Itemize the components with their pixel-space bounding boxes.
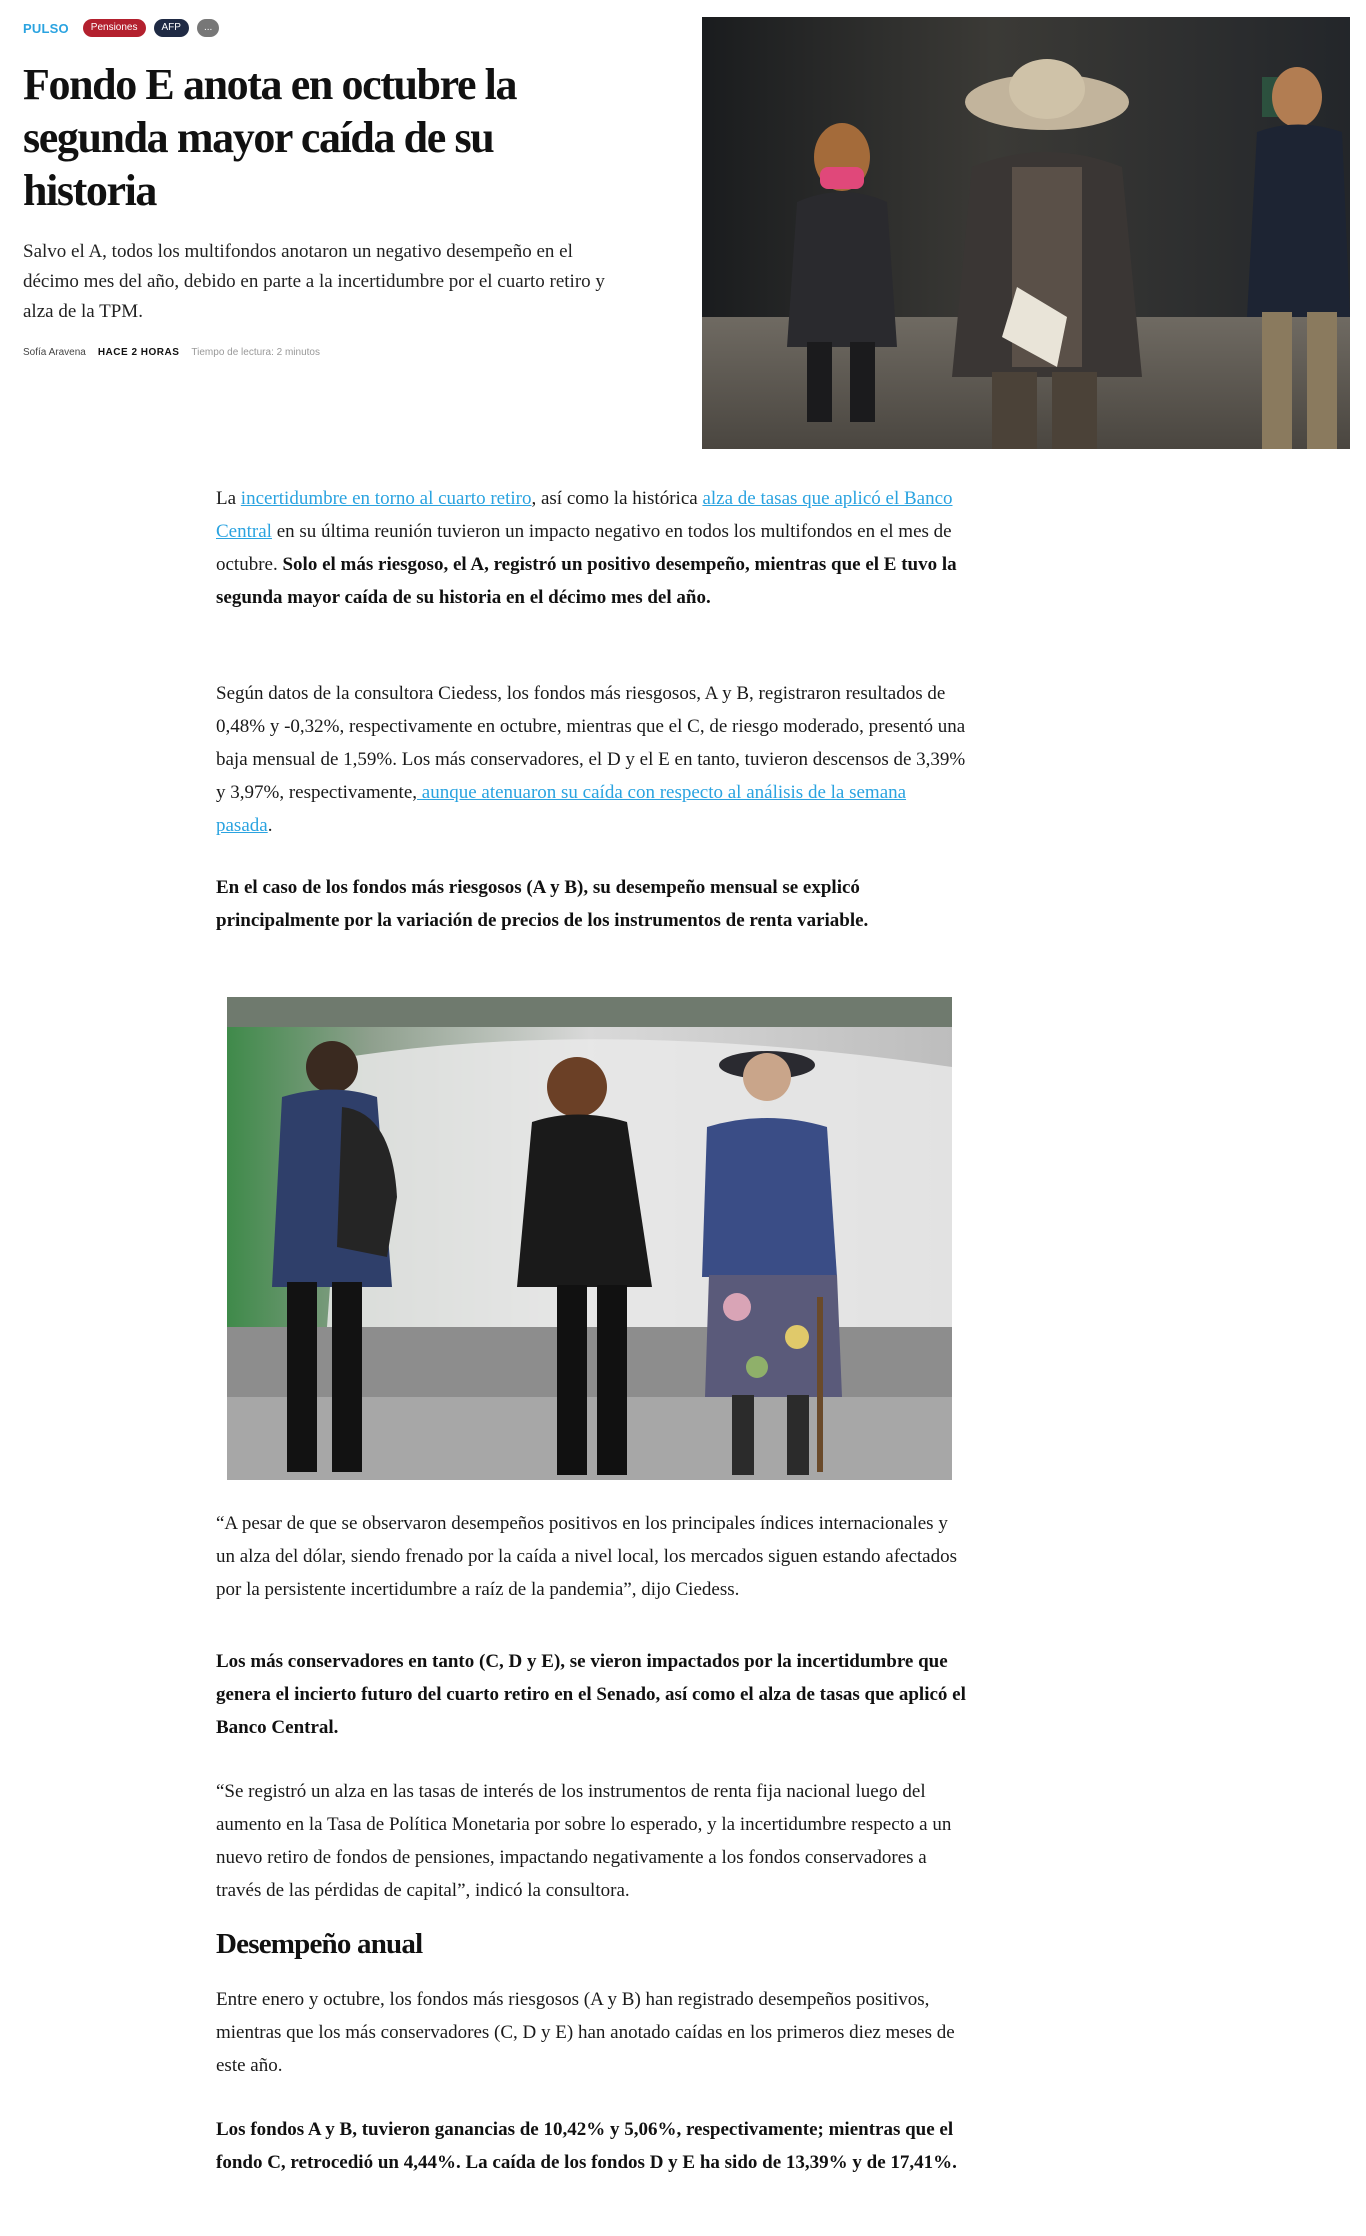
author-link[interactable]: Sofía Aravena: [23, 347, 86, 358]
link-cuarto-retiro[interactable]: incertidumbre en torno al cuarto retiro: [240, 488, 532, 509]
paragraph-8: Los fondos A y B, tuvieron ganancias de 10,42% y 5,06%, respectivamente; mientras que el fondo C, retrocedió un 4,44%. La caída de los fondos D y E ha sido de 13,39% y de 17,41%.: [216, 2119, 957, 2173]
paragraph-2: [216, 677, 966, 842]
link-alza-tasas[interactable]: alza de tasas que aplicó el Banco Central: [216, 488, 953, 542]
article-headline: Fondo E anota en octubre la segunda mayor caída de su historia: [23, 60, 517, 215]
paragraph-7: Entre enero y octubre, los fondos más riesgosos (A y B) han registrado desempeños positivos, mientras que los más conservadores (C, D y E) han anotado caídas en los primeros diez meses de este año.: [216, 1989, 955, 2076]
tag-pensiones[interactable]: Pensiones: [83, 19, 146, 37]
paragraph-1-text-b: , así como la histórica: [531, 488, 703, 509]
paragraph-5: Los más conservadores en tanto (C, D y E), se vieron impactados por la incertidumbre que genera el incierto futuro del cuarto retiro en el Senado, así como el alza de tasas que aplicó el Banco Central.: [216, 1651, 966, 1738]
hero-photo-illustration: [702, 17, 1350, 449]
link-analisis-semana-pasada[interactable]: aunque atenuaron su caída con respecto al análisis de la semana pasada: [216, 782, 907, 836]
paragraph-1: [216, 482, 966, 614]
paragraph-2-end: .: [267, 815, 273, 836]
tag-bar: [23, 17, 219, 39]
section-link-pulso[interactable]: PULSO: [23, 20, 69, 36]
more-tags-button[interactable]: ...: [197, 19, 219, 37]
inline-photo: [227, 997, 952, 1480]
paragraph-1-bold: Solo el más riesgoso, el A, registró un positivo desempeño, mientras que el E tuvo la segunda mayor caída de su historia en el décimo mes del año.: [216, 554, 957, 608]
subhead-desempeno-anual: Desempeño anual: [216, 1928, 423, 1960]
paragraph-1-text-c: en su última reunión tuvieron un impacto negativo en todos los multifondos en el mes de octubre.: [216, 521, 952, 575]
paragraph-3: En el caso de los fondos más riesgosos (A y B), su desempeño mensual se explicó principalmente por la variación de precios de los instrumentos de renta variable.: [216, 877, 869, 931]
reading-time: Tiempo de lectura: 2 minutos: [191, 347, 320, 358]
paragraph-1-text-a: La: [216, 488, 241, 509]
paragraph-2-text: Según datos de la consultora Ciedess, los fondos más riesgosos, A y B, registraron resultados de 0,48% y -0,32%, respectivamente en octubre, mientras que el C, de riesgo moderado, presentó una baja mensual de 1,59%. Los más conservadores, el D y el E en tanto, tuvieron descensos de 3,39% y 3,97%, respectivamente,: [216, 683, 966, 803]
article-dek: Salvo el A, todos los multifondos anotaron un negativo desempeño en el décimo mes del año, debido en parte a la incertidumbre por el cuarto retiro y alza de la TPM.: [23, 241, 605, 322]
hero-photo: [702, 17, 1350, 449]
byline: [23, 347, 320, 358]
publish-time: HACE 2 HORAS: [97, 347, 180, 358]
inline-photo-illustration: [227, 997, 952, 1480]
paragraph-6: “Se registró un alza en las tasas de interés de los instrumentos de renta fija nacional luego del aumento en la Tasa de Política Monetaria por sobre lo esperado, y la incertidumbre respecto a un nuevo retiro de fondos de pensiones, impactando negativamente a los fondos conservadores a través de las pérdidas de capital”, indicó la consultora.: [216, 1781, 952, 1901]
paragraph-4: “A pesar de que se observaron desempeños positivos en los principales índices internacionales y un alza del dólar, siendo frenado por la caída a nivel local, los mercados siguen estando afectados por la persistente incertidumbre a raíz de la pandemia”, dijo Ciedess.: [216, 1513, 958, 1600]
tag-afp[interactable]: AFP: [154, 19, 189, 37]
